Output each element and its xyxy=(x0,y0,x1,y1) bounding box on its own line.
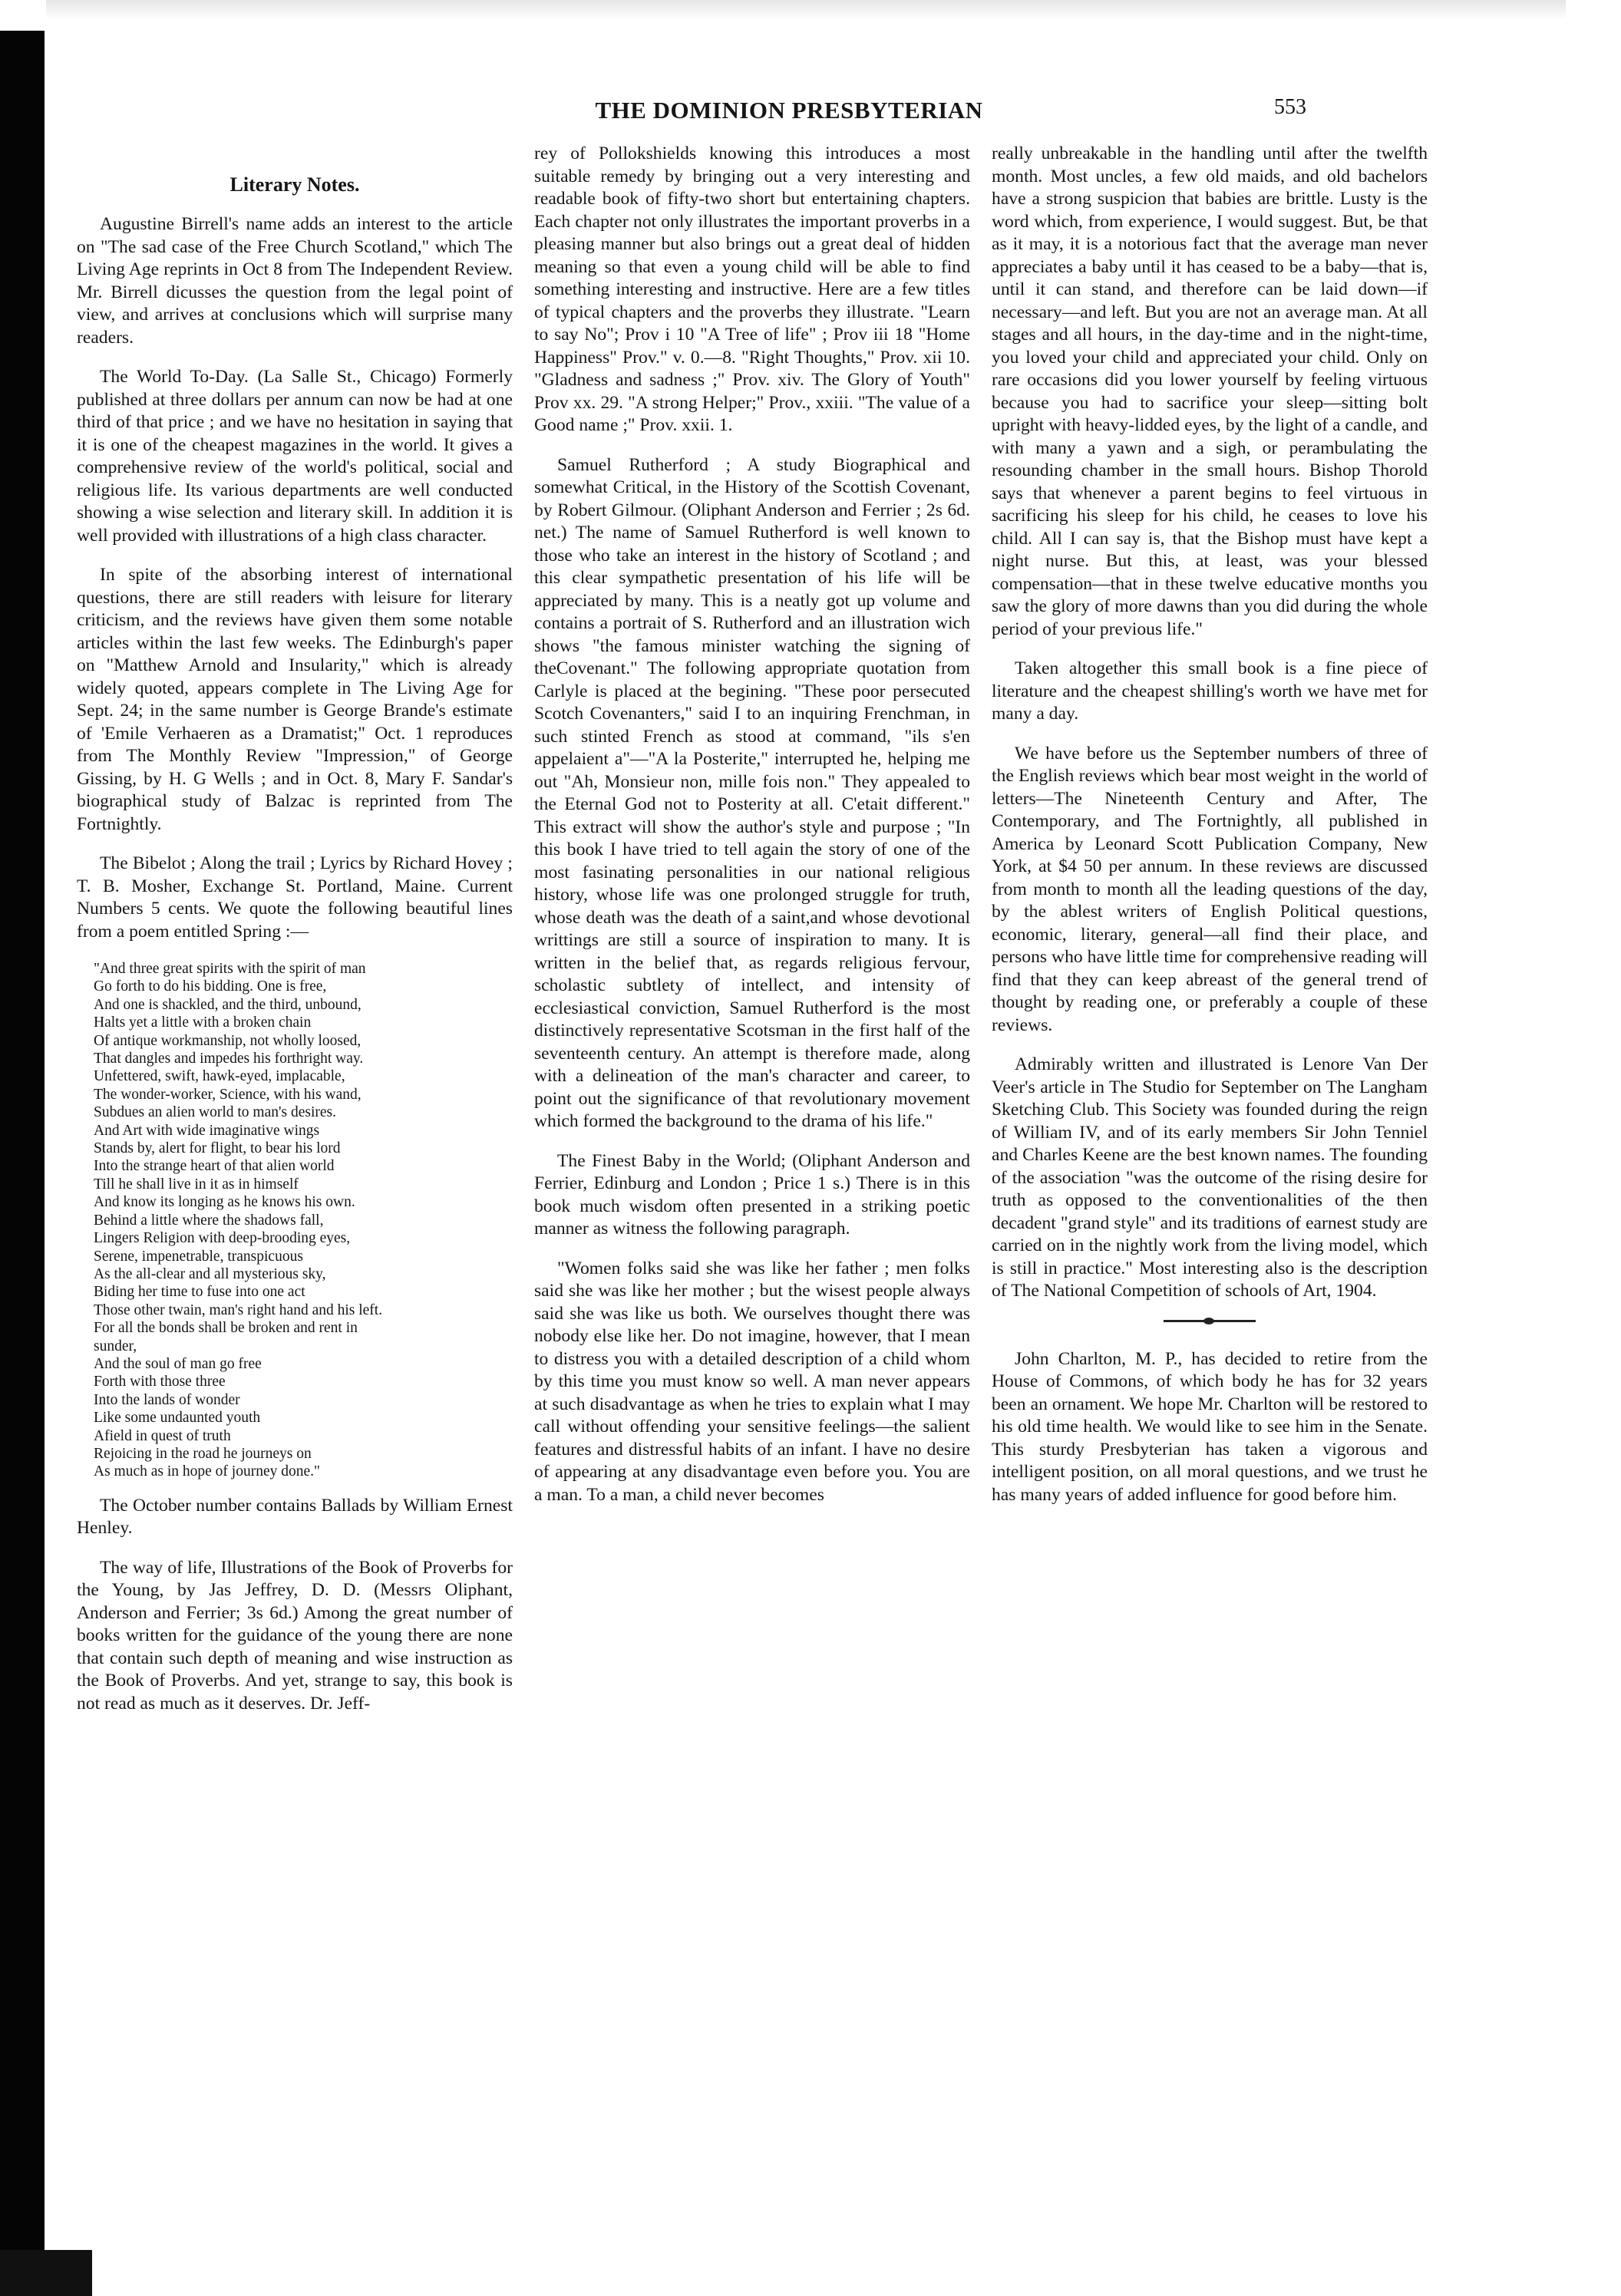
poem-line: "And three great spirits with the spirit of man xyxy=(94,961,366,977)
page-number: 553 xyxy=(1274,95,1306,119)
poem-line: And the soul of man go free xyxy=(94,1355,262,1372)
poem-line: Till he shall live in it as in himself xyxy=(94,1176,299,1193)
paragraph: The World To-Day. (La Salle St., Chicago) Formerly published at three dollars per annum can now be had at one third of that price ; and we have no hesitation in saying that it is one of the cheapest magazines in the world. It gives a comprehensive review of the world's political, social and religious life. Its various departments are well conducted showing a wise selection and literary skill. In addition it is well provided with illustrations of a high class character. xyxy=(77,367,513,546)
paragraph-continued: really unbreakable in the handling until after the twelfth month. Most uncles, a few old maids, and old bachelors have a strong suspicion that babies are brittle. Lusty is the word which, from experience, I would suggest. But, be that as it may, it is a notorious fact that the average man never appreciates a baby until it has ceased to be a baby—that is, until it can stand, and therefore can be laid down—if necessary—and left. But you are not an average man. At all stages and all hours, in the day-time and in the night-time, you loved your child and appreciated your child. Only on rare occasions did you lower yourself by feeling virtuous because you had to sacrifice your sleep—sitting bolt upright with heavy-lidded eyes, by the light of a candle, and with many a yawn and a sigh, or perambulating the resounding chamber in the small hours. Bishop Thorold says that whenever a parent begins to feel virtuous in sacrificing his sleep for his child, he ceases to love his child. All I can say is, that the Bishop must have kept a night nurse. But this, at least, was your blessed compensation—that in these twelve educative months you saw the glory of more dawns than you did during the whole period of your previous life." xyxy=(992,144,1428,639)
paragraph: Taken altogether this small book is a fine piece of literature and the cheapest shilling's worth we have met for many a day. xyxy=(992,658,1428,724)
poem-line: Afield in quest of truth xyxy=(94,1427,231,1444)
paragraph: "Women folks said she was like her father ; men folks said she was like her mother ; but the wisest people always said she was like us both. We ourselves thought there was nobody else like her. Do not imagine, however, that I mean to distress you with a detailed description of a child whom by this time you must know so well. A man never appears at such disadvantage as when he tries to explain what I may call without offending your sensitive feelings—the salient features and distressful habits of an infant. I have no desire of appearing at any disadvantage even before you. You are a man. To a man, a child never becomes xyxy=(534,1258,970,1505)
paragraph: Samuel Rutherford ; A study Biographical and somewhat Critical, in the History of the Scottish Covenant, by Robert Gilmour. (Oliphant Anderson and Ferrier ; 2s 6d. net.) The name of Samuel Rutherford is well known to those who take an interest in the history of Scotland ; and this clear sympathetic presentation of his life will be appreciated by many. This is a neatly got up volume and contains a portrait of S. Rutherford and an illustration wich shows "the famous minister watching the signing of theCovenant." The following appropriate quotation from Carlyle is placed at the begining. "These poor persecuted Scotch Covenanters," said I to an inquiring Frenchman, in such stinted French as stood at command, "ils s'en appelaient a"—"A la Posterite," interrupted he, helping me out "Ah, Monsieur non, mille fois non." They appealed to the Eternal God not to Posterity at all. C'etait different." This extract will show the author's style and purpose ; "In this book I have tried to tell again the story of one of the most fasinating personalities in our national religious history, whose life was one prolonged struggle for truth, whose death was the death of a saint,and whose devotional writtings are still a source of inspiration to many. It is written in the belief that, as regards religious fervour, scholastic subtlety of intellect, and intensity of ecclesiastical conviction, Samuel Rutherford is the most distinctively representative Scotsman in the first half of the seventeenth century. An attempt is therefore made, along with a delineation of the man's character and career, to point out the significance of that revolutionary movement which formed the background to the drama of his life." xyxy=(534,454,970,1131)
paragraph: Augustine Birrell's name adds an interest to the article on "The sad case of the Free Church Scotland," which The Living Age reprints in Oct 8 from The Independent Review. Mr. Birrell dicusses the question from the legal point of view, and arrives at conclusions which will surprise many readers. xyxy=(77,214,513,348)
poem-line: And Art with wide imaginative wings xyxy=(94,1122,320,1139)
poem-line: sunder, xyxy=(94,1338,137,1354)
paragraph: John Charlton, M. P., has decided to retire from the House of Commons, of which body he has for 32 years been an ornament. We hope Mr. Charlton will be restored to his old time health. We would like to see him in the Senate. This sturdy Presbyterian has taken a vigorous and intelligent position, on all moral questions, and we trust he has many years of added influence for good before him. xyxy=(992,1348,1428,1505)
poem-line: As the all-clear and all mysterious sky, xyxy=(94,1265,326,1282)
poem-line: The wonder-worker, Science, with his wand, xyxy=(94,1086,362,1103)
paragraph: The October number contains Ballads by William Ernest Henley. xyxy=(77,1495,513,1539)
poem-line: Like some undaunted youth xyxy=(94,1410,261,1427)
poem-line: And know its longing as he knows his own. xyxy=(94,1194,355,1211)
poem-line: Biding her time to fuse into one act xyxy=(94,1284,305,1301)
poem-line: Those other twain, man's right hand and his left. xyxy=(94,1301,383,1318)
poem-line: Serene, impenetrable, transpicuous xyxy=(94,1248,303,1265)
poem-line: As much as in hope of journey done." xyxy=(94,1463,320,1480)
column-2 xyxy=(534,143,970,2276)
poem-line: Into the lands of wonder xyxy=(94,1391,240,1408)
poem-line: That dangles and impedes his forthright way. xyxy=(94,1051,364,1067)
poem-line: Go forth to do his bidding. One is free, xyxy=(94,978,327,995)
text-columns xyxy=(77,143,1428,2276)
column-3 xyxy=(992,143,1428,2276)
scan-top-edge xyxy=(46,0,1566,20)
poem-line: Subdues an alien world to man's desires. xyxy=(94,1104,336,1121)
scan-left-edge xyxy=(0,31,45,2264)
section-divider xyxy=(1164,1320,1256,1322)
paragraph: The Finest Baby in the World; (Oliphant Anderson and Ferrier, Edinburg and London ; Price 1 s.) There is in this book much wisdom often presented in a striking poetic manner as witness the following paragraph. xyxy=(534,1150,970,1239)
poem-line: Unfettered, swift, hawk-eyed, implacable, xyxy=(94,1068,345,1085)
section-heading: Literary Notes. xyxy=(229,173,360,196)
poem-line: Of antique workmanship, not wholly loosed, xyxy=(94,1032,362,1049)
poem-line: For all the bonds shall be broken and rent in xyxy=(94,1320,358,1337)
paragraph: The way of life, Illustrations of the Book of Proverbs for the Young, by Jas Jeffrey, D. D. (Messrs Oliphant, Anderson and Ferrier; 3s 6d.) Among the great number of books written for the guidance of the young there are none that contain such depth of meaning and wise instruction as the Book of Proverbs. And yet, strange to say, this book is not read as much as it deserves. Dr. Jeff- xyxy=(77,1557,513,1714)
paragraph: The Bibelot ; Along the trail ; Lyrics by Richard Hovey ; T. B. Mosher, Exchange St. Portland, Maine. Current Numbers 5 cents. We quote the following beautiful lines from a poem entitled Spring :— xyxy=(77,853,513,942)
running-title: THE DOMINION PRESBYTERIAN xyxy=(595,97,983,124)
poem-line: Lingers Religion with deep-brooding eyes, xyxy=(94,1230,351,1247)
paragraph: In spite of the absorbing interest of international questions, there are still readers with leisure for literary criticism, and the reviews have given them some notable articles within the last few weeks. The Edinburgh's paper on "Matthew Arnold and Insularity," which is already widely quoted, appears complete in The Living Age for Sept. 24; in the same number is George Brande's estimate of 'Emile Verhaeren as a Dramatist;" Oct. 1 reproduces from The Monthly Review "Impression," of George Gissing, by H. G Wells ; and in Oct. 8, Mary F. Sandar's biographical study of Balzac is reprinted from The Fortnightly. xyxy=(77,565,513,834)
poem-line: Rejoicing in the road he journeys on xyxy=(94,1445,312,1462)
poem-quotation xyxy=(77,960,513,1481)
poem-line: Stands by, alert for flight, to bear his lord xyxy=(94,1140,341,1157)
poem-line: And one is shackled, and the third, unbound, xyxy=(94,996,362,1013)
column-1 xyxy=(77,143,513,2276)
poem-line: Halts yet a little with a broken chain xyxy=(94,1014,312,1031)
poem-line: Behind a little where the shadows fall, xyxy=(94,1212,324,1229)
poem-line: Into the strange heart of that alien world xyxy=(94,1158,335,1175)
poem-line: Forth with those three xyxy=(94,1374,226,1390)
paragraph: Admirably written and illustrated is Lenore Van Der Veer's article in The Studio for September on The Langham Sketching Club. This Society was founded during the reign of William IV, and of its early members Sir John Tenniel and Charles Keene are the best known names. The founding of the association "was the outcome of the rising desire for truth as opposed to the conventionalities of the then decadent "grand style" and its traditions of earnest study are carried on in the nightly work from the living model, which is still in practice." Most interesting also is the description of The National Competition of schools of Art, 1904. xyxy=(992,1054,1428,1301)
paragraph: We have before us the September numbers of three of the English reviews which bear most weight in the world of letters—The Nineteenth Century and After, The Contemporary, and The Fortnightly, all published in America by Leonard Scott Publication Company, New York, at $4 50 per annum. In these reviews are discussed from month to month all the leading questions of the day, by the ablest writers of English Political questions, economic, literary, general—all find their place, and persons who have little time for comprehensive reading will find that they can keep abreast of the general trend of thought by reading one, or preferably a couple of these reviews. xyxy=(992,743,1428,1035)
paragraph-continued: rey of Pollokshields knowing this introduces a most suitable remedy by bringing out a very interesting and readable book of fifty-two short but entertaining chapters. Each chapter not only illustrates the important proverbs in a pleasing manner but also brings out a great deal of hidden meaning so that even a young child will be able to find something interesting and instructive. Here are a few titles of typical chapters and the proverbs they illustrate. "Learn to say No"; Prov i 10 "A Tree of life" ; Prov iii 18 "Home Happiness" Prov." v. 0.—8. "Right Thoughts," Prov. xii 10. "Gladness and sadness ;" Prov. xiv. The Glory of Youth" Prov xx. 29. "A strong Helper;" Prov., xxiii. "The value of a Good name ;" Prov. xxii. 1. xyxy=(534,144,970,435)
